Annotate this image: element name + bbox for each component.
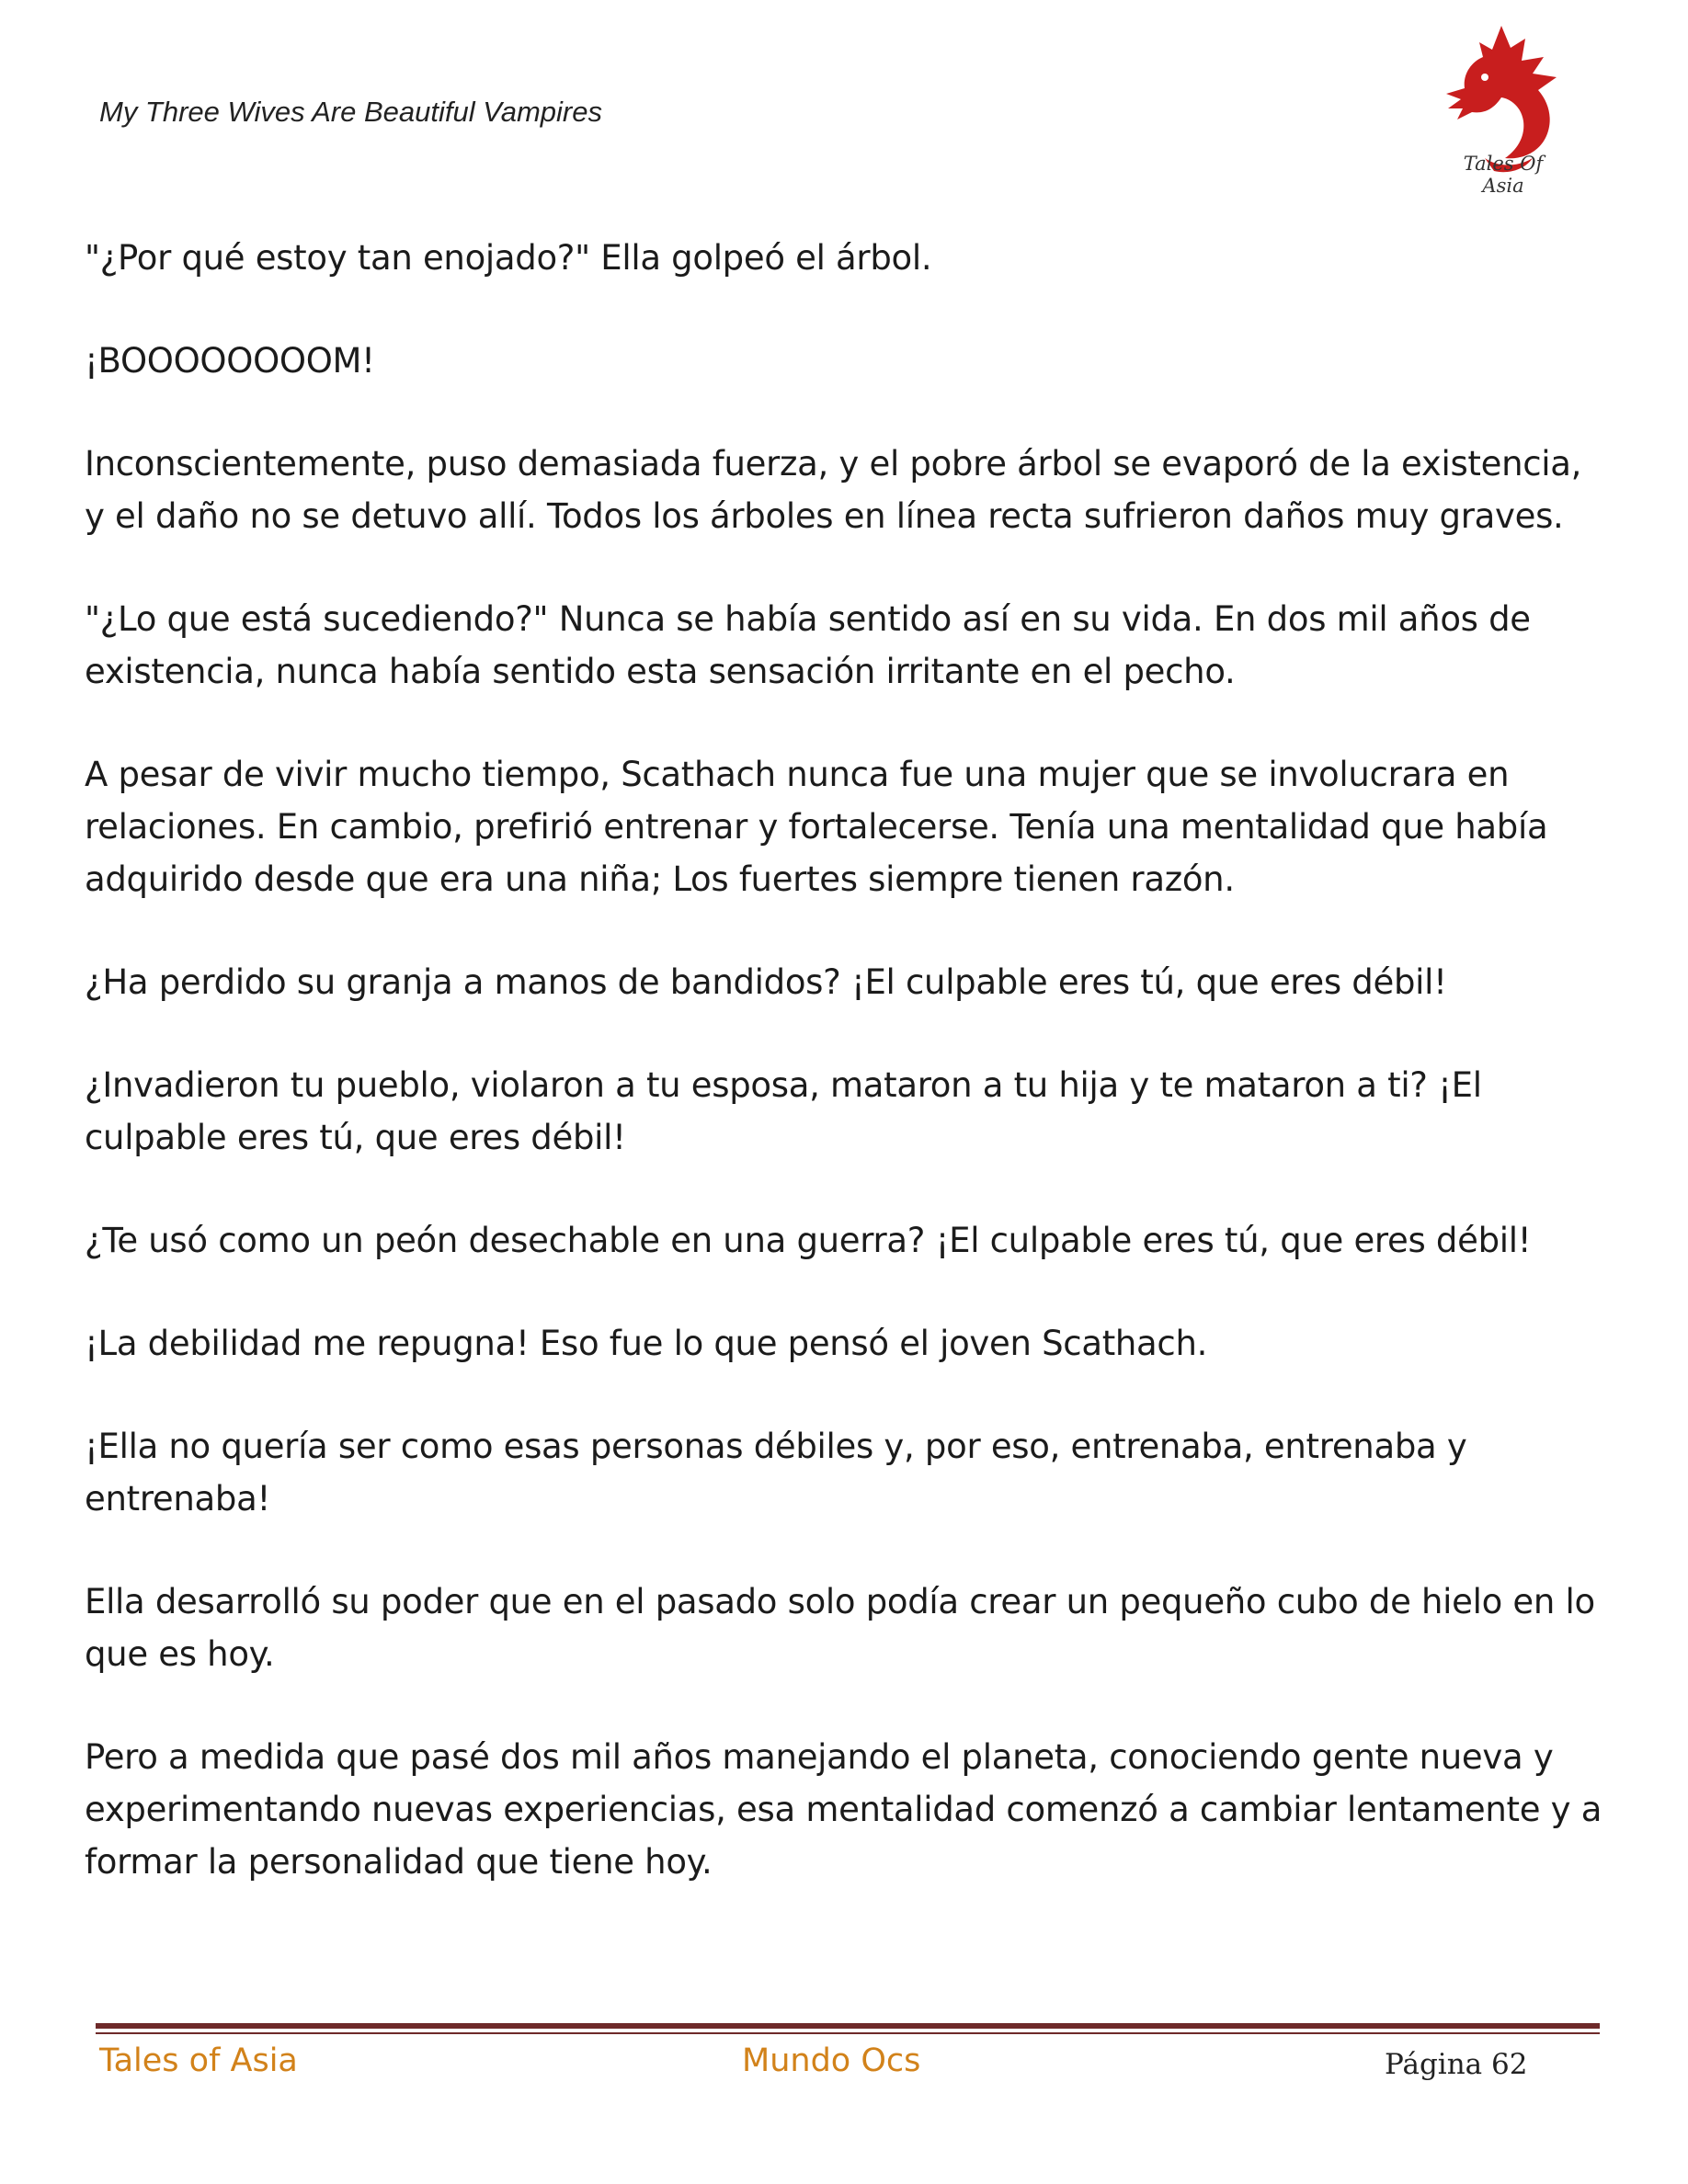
paragraph: Pero a medida que pasé dos mil años manejando el planeta, conociendo gente nueva y experimentando nuevas experiencias, esa mentalidad comenzó a cambiar lentamente y a formar la personalidad que tiene hoy. (85, 1737, 1602, 1882)
paragraph: ¡BOOOOOOOOM! (85, 341, 375, 381)
chapter-body (85, 232, 1611, 1939)
page-number: Página 62 (1385, 2048, 1528, 2081)
book-title: My Three Wives Are Beautiful Vampires (99, 96, 602, 128)
paragraph: ¿Ha perdido su granja a manos de bandidos? ¡El culpable eres tú, que eres débil! (85, 962, 1447, 1002)
paragraph: "¿Lo que está sucediendo?" Nunca se había sentido así en su vida. En dos mil años de existencia, nunca había sentido esta sensación irritante en el pecho. (85, 599, 1531, 691)
footer-source: Mundo Ocs (742, 2042, 921, 2079)
footer-divider (96, 2023, 1600, 2029)
logo-text: Tales Of Asia (1463, 153, 1544, 197)
footer-divider-thin (96, 2032, 1600, 2034)
paragraph: "¿Por qué estoy tan enojado?" Ella golpeó el árbol. (85, 238, 932, 278)
paragraph: ¡La debilidad me repugna! Eso fue lo que pensó el joven Scathach. (85, 1324, 1208, 1363)
paragraph: Ella desarrolló su poder que en el pasado solo podía crear un pequeño cubo de hielo en lo que es hoy. (85, 1582, 1595, 1674)
paragraph: Inconscientemente, puso demasiada fuerza, y el pobre árbol se evaporó de la existencia, y el daño no se detuvo allí. Todos los árboles en línea recta sufrieron daños muy graves. (85, 444, 1582, 536)
footer-publisher: Tales of Asia (99, 2042, 298, 2079)
paragraph: A pesar de vivir mucho tiempo, Scathach nunca fue una mujer que se involucrara en relaciones. En cambio, prefirió entrenar y fortalecerse. Tenía una mentalidad que había adquirido desde que era una niña; Los fuertes siempre tienen razón. (85, 755, 1548, 899)
paragraph: ¿Te usó como un peón desechable en una guerra? ¡El culpable eres tú, que eres débil! (85, 1221, 1532, 1260)
paragraph: ¿Invadieron tu pueblo, violaron a tu esposa, mataron a tu hija y te mataron a ti? ¡El culpable eres tú, que eres débil! (85, 1065, 1482, 1157)
paragraph: ¡Ella no quería ser como esas personas débiles y, por eso, entrenaba, entrenaba y entrenaba! (85, 1427, 1467, 1519)
